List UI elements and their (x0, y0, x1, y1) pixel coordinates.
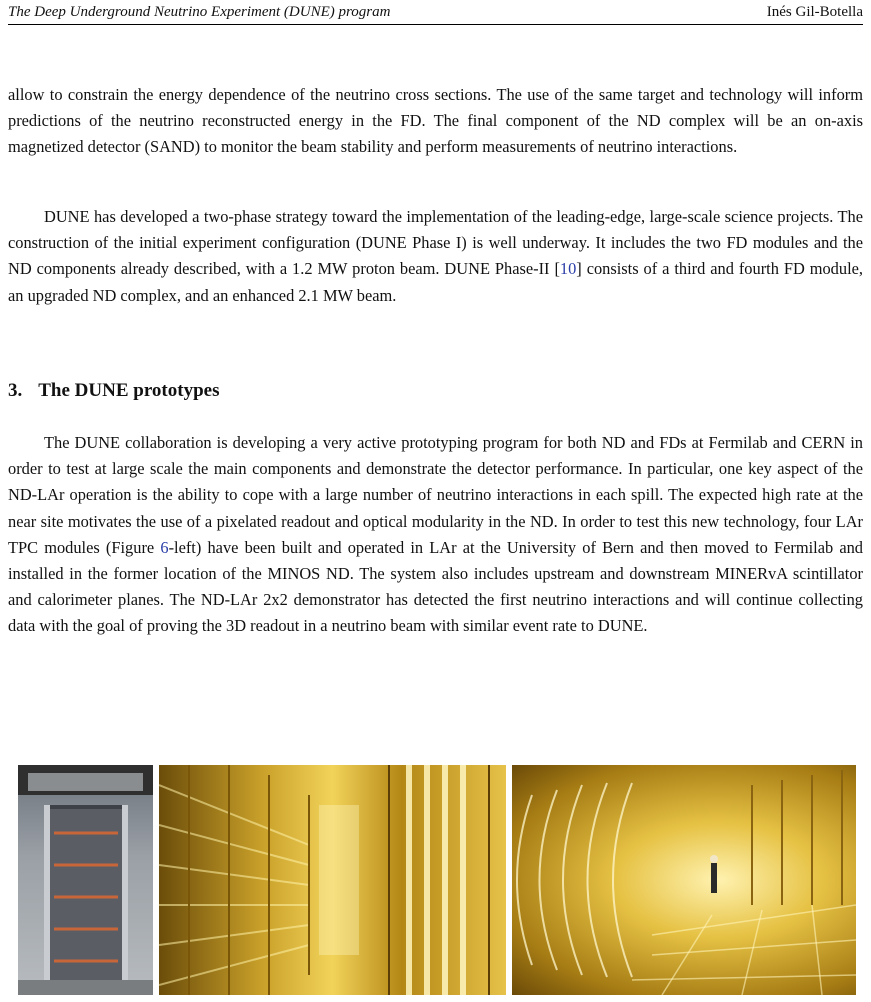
section-number: 3. (8, 380, 23, 401)
running-header (8, 2, 863, 25)
paragraph-3 (8, 430, 863, 640)
running-author: Inés Gil-Botella (766, 4, 863, 20)
paragraph-3-text-b: -left) have been built and operated in LAr at the University of Bern and then moved to Fermilab and installed in the former location of the MINOS ND. The system also includes upstream and downstream MINERvA scintillator and calorimeter planes. The ND-LAr 2x2 demonstrator has detected the first neutrino interactions and will continue collecting data with the goal of proving the 3D readout in a neutrino beam with similar event rate to DUNE. (8, 537, 863, 636)
fd-interior-illustration (159, 765, 506, 995)
paragraph-1: allow to constrain the energy dependence of the neutrino cross sections. The use of the same target and technology will inform predictions of the neutrino reconstructed energy in the FD. The final component of the ND complex will be an on-axis magnetized detector (SAND) to monitor the beam stability and perform measurements of neutrino interactions. (8, 85, 863, 157)
fd-prototype-interior-photo (159, 765, 506, 995)
figure-ref-link[interactable]: 6 (160, 537, 169, 557)
section-title: The DUNE prototypes (38, 380, 220, 401)
nd-lar-module-illustration (18, 765, 153, 995)
paragraph-2 (8, 204, 863, 309)
running-title: The Deep Underground Neutrino Experiment (DUNE) program (8, 4, 391, 20)
cryostat-illustration (512, 765, 856, 995)
fd-cryostat-interior-photo (512, 765, 856, 995)
section-heading (8, 380, 219, 402)
nd-lar-module-photo (18, 765, 153, 995)
paragraph-2-text-a: DUNE has developed a two-phase strategy toward the implementation of the leading-edge, large-scale science projects. The construction of the initial experiment configuration (DUNE Phase I) is well underway. It includes the two FD modules and the ND components already described, with a 1.2 MW proton beam. DUNE Phase-II [ (8, 207, 863, 279)
figure-6-images (18, 765, 856, 995)
citation-link[interactable]: 10 (559, 259, 577, 279)
paragraph-2-text-b: ] consists of a third and fourth FD module, an upgraded ND complex, and an enhanced 2.1 MW beam. (8, 259, 863, 305)
paragraph-3-text-a: The DUNE collaboration is developing a very active prototyping program for both ND and FDs at Fermilab and CERN in order to test at large scale the main components and demonstrate the detector performance. In particular, one key aspect of the ND-LAr operation is the ability to cope with a large number of neutrino interactions in each spill. The expected high rate at the near site motivates the use of a pixelated readout and optical modularity in the ND. In order to test this new technology, four LAr TPC modules (Figure (8, 433, 863, 557)
